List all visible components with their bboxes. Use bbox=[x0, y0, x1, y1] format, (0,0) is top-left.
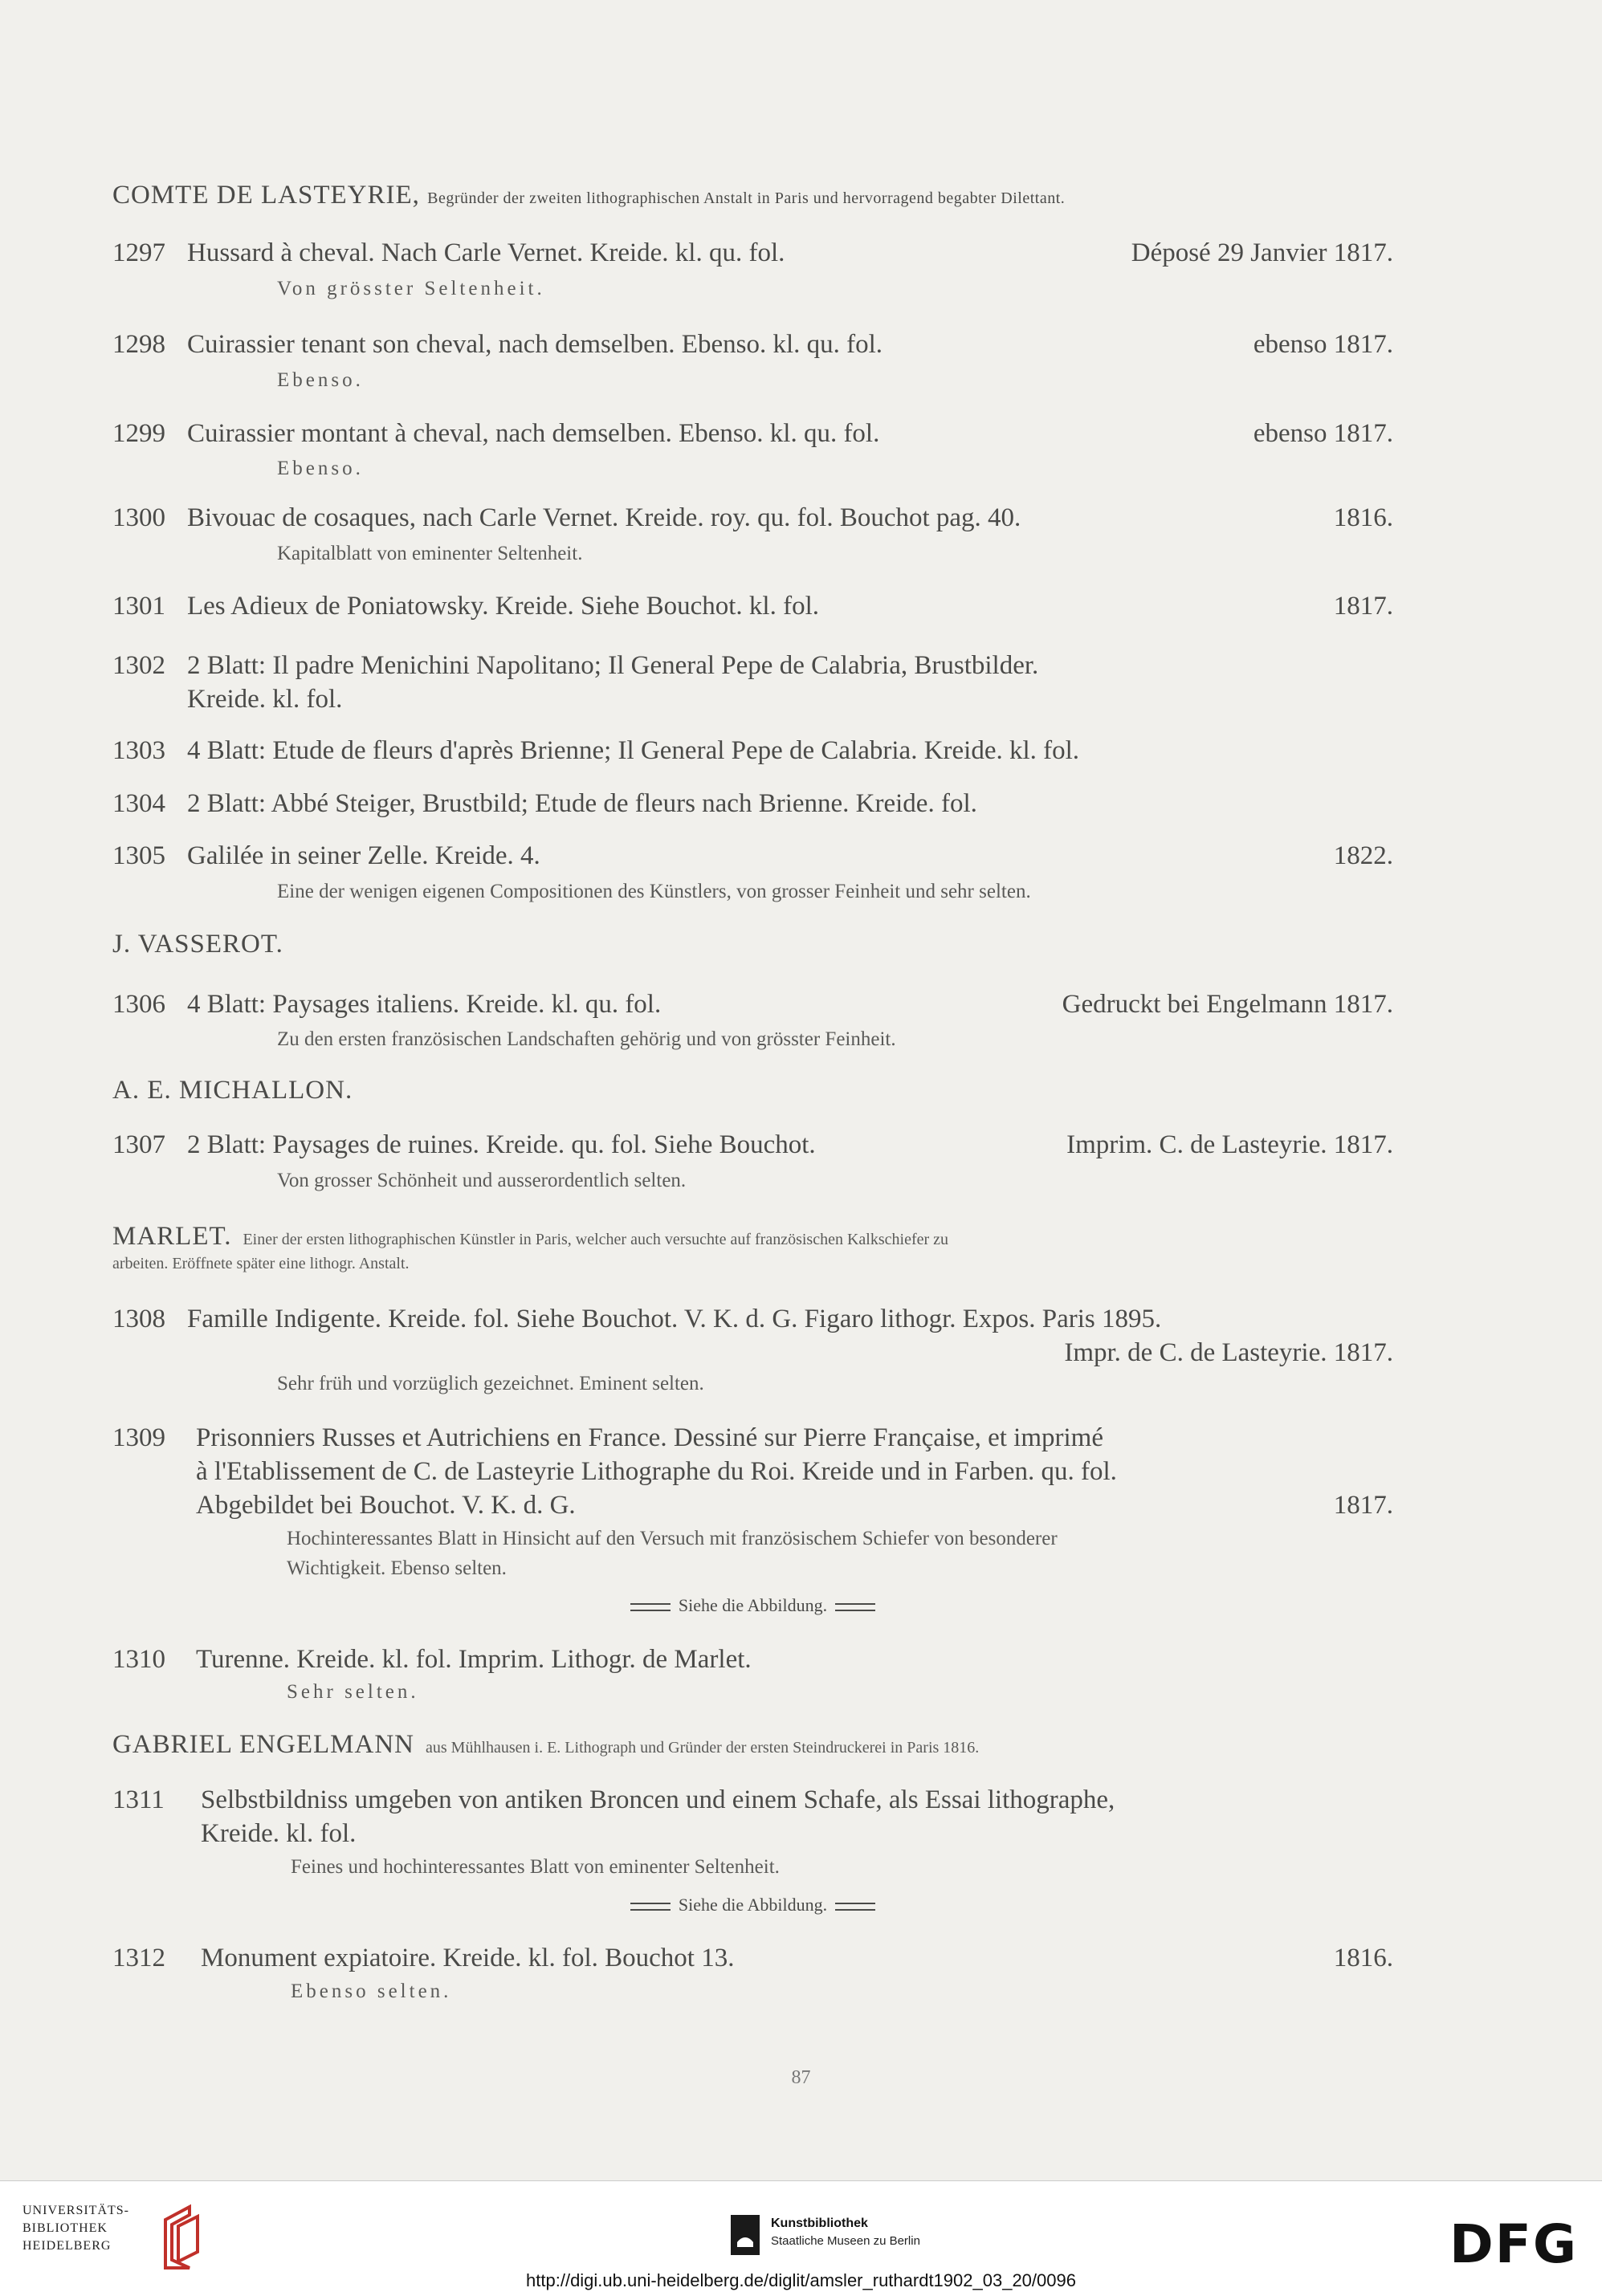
entry-number: 1311 bbox=[112, 1785, 165, 1814]
entry-number: 1308 bbox=[112, 1305, 165, 1333]
entry-1299-note: Ebenso. bbox=[277, 458, 364, 479]
kunstbibliothek-subtitle: Staatliche Museen zu Berlin bbox=[771, 2234, 920, 2248]
entry-1306-note: Zu den ersten französischen Landschaften gehörig und von grösster Feinheit. bbox=[277, 1028, 896, 1050]
entry-date: 1817. bbox=[1333, 592, 1393, 621]
entry-text: 2 Blatt: Paysages de ruines. Kreide. qu. fol. Siehe Bouchot. bbox=[187, 1130, 816, 1159]
artist-note: Begründer der zweiten lithographischen Anstalt in Paris und hervorragend begabter Dilettant. bbox=[427, 189, 1066, 207]
kunstbibliothek-emblem-icon bbox=[731, 2215, 760, 2255]
entry-number: 1306 bbox=[112, 990, 165, 1019]
section-heading-lasteyrie bbox=[112, 181, 1393, 210]
entry-number: 1301 bbox=[112, 592, 165, 621]
ub-line-3: HEIDELBERG bbox=[22, 2239, 112, 2253]
kunstbibliothek-logo[interactable] bbox=[731, 2202, 1052, 2266]
entry-text: Galilée in seiner Zelle. Kreide. 4. bbox=[187, 841, 540, 870]
double-rule-icon bbox=[835, 1903, 875, 1911]
ub-line-2: BIBLIOTHEK bbox=[22, 2221, 108, 2235]
double-rule-icon bbox=[835, 1603, 875, 1611]
entry-text: Abgebildet bei Bouchot. V. K. d. G. bbox=[196, 1491, 576, 1520]
entry-date: 1822. bbox=[1333, 841, 1393, 870]
see-illustration-text: Siehe die Abbildung. bbox=[678, 1895, 828, 1915]
section-heading-engelmann bbox=[112, 1730, 1393, 1760]
entry-text: Cuirassier tenant son cheval, nach demselben. Ebenso. kl. qu. fol. bbox=[187, 330, 883, 359]
entry-text: 4 Blatt: Etude de fleurs d'après Brienne; Il General Pepe de Calabria. Kreide. kl. fol. bbox=[187, 736, 1080, 765]
entry-1305-note: Eine der wenigen eigenen Compositionen des Künstlers, von grosser Feinheit und sehr selten. bbox=[277, 881, 1031, 902]
entry-number: 1312 bbox=[112, 1944, 165, 1972]
entry-1302-continued: Kreide. kl. fol. bbox=[187, 685, 343, 714]
entry-text: 2 Blatt: Abbé Steiger, Brustbild; Etude de fleurs nach Brienne. Kreide. fol. bbox=[187, 789, 977, 818]
entry-1311-note: Feines und hochinteressantes Blatt von eminenter Seltenheit. bbox=[291, 1856, 780, 1878]
artist-name: GABRIEL ENGELMANN bbox=[112, 1730, 414, 1759]
entry-text: Les Adieux de Poniatowsky. Kreide. Siehe Bouchot. kl. fol. bbox=[187, 592, 819, 621]
entry-1307-note: Von grosser Schönheit und ausserordentlich selten. bbox=[277, 1170, 687, 1191]
entry-number: 1300 bbox=[112, 503, 165, 532]
entry-text: Bivouac de cosaques, nach Carle Vernet. Kreide. roy. qu. fol. Bouchot pag. 40. bbox=[187, 503, 1021, 532]
see-illustration-text: Siehe die Abbildung. bbox=[678, 1595, 828, 1615]
entry-1310-note: Sehr selten. bbox=[287, 1681, 419, 1703]
entry-text: 4 Blatt: Paysages italiens. Kreide. kl. qu. fol. bbox=[187, 990, 662, 1019]
entry-1311-continued: Kreide. kl. fol. bbox=[201, 1819, 357, 1848]
entry-number: 1304 bbox=[112, 789, 165, 818]
permalink-url[interactable]: http://digi.ub.uni-heidelberg.de/diglit/amsler_ruthardt1902_03_20/0096 bbox=[526, 2270, 1076, 2290]
see-illustration-1311 bbox=[112, 1895, 1393, 1915]
entry-date: Gedruckt bei Engelmann 1817. bbox=[1062, 990, 1393, 1019]
entry-number: 1303 bbox=[112, 736, 165, 765]
double-rule-icon bbox=[630, 1903, 671, 1911]
entry-text: Cuirassier montant à cheval, nach demselben. Ebenso. kl. qu. fol. bbox=[187, 419, 880, 448]
entry-text: 2 Blatt: Il padre Menichini Napolitano; Il General Pepe de Calabria, Brustbilder. bbox=[187, 651, 1039, 680]
entry-text: Turenne. Kreide. kl. fol. Imprim. Lithogr. de Marlet. bbox=[196, 1645, 752, 1674]
entry-number: 1310 bbox=[112, 1645, 165, 1674]
entry-text: Hussard à cheval. Nach Carle Vernet. Kreide. kl. qu. fol. bbox=[187, 238, 785, 267]
entry-1312-note: Ebenso selten. bbox=[291, 1981, 452, 2002]
entry-text: Monument expiatoire. Kreide. kl. fol. Bouchot 13. bbox=[201, 1944, 735, 1972]
entry-number: 1305 bbox=[112, 841, 165, 870]
section-heading-michallon: A. E. MICHALLON. bbox=[112, 1076, 353, 1105]
dfg-logo[interactable]: DFG bbox=[1449, 2213, 1578, 2275]
ub-heidelberg-logo[interactable] bbox=[22, 2202, 223, 2274]
entry-number: 1302 bbox=[112, 651, 165, 680]
artist-note: aus Mühlhausen i. E. Lithograph und Gründer der ersten Steindruckerei in Paris 1816. bbox=[426, 1739, 980, 1757]
entry-text: Famille Indigente. Kreide. fol. Siehe Bouchot. V. K. d. G. Figaro lithogr. Expos. Paris 1895. bbox=[187, 1305, 1162, 1333]
section-heading-vasserot: J. VASSEROT. bbox=[112, 930, 283, 959]
ub-logo-text bbox=[22, 2202, 129, 2255]
entry-date: 1816. bbox=[1333, 1944, 1393, 1972]
entry-text: Selbstbildniss umgeben von antiken Broncen und einem Schafe, als Essai lithographe, bbox=[201, 1785, 1115, 1814]
entry-number: 1297 bbox=[112, 238, 165, 267]
entry-date: ebenso 1817. bbox=[1253, 419, 1393, 448]
artist-name: COMTE DE LASTEYRIE, bbox=[112, 181, 420, 210]
entry-number: 1298 bbox=[112, 330, 165, 359]
entry-date: Impr. de C. de Lasteyrie. 1817. bbox=[1064, 1338, 1393, 1367]
section-heading-marlet bbox=[112, 1222, 1393, 1252]
entry-date: ebenso 1817. bbox=[1253, 330, 1393, 359]
entry-number: 1299 bbox=[112, 419, 165, 448]
kunstbibliothek-name: Kunstbibliothek bbox=[771, 2217, 868, 2230]
see-illustration-1309 bbox=[112, 1595, 1393, 1616]
entry-1309-note-continued: Wichtigkeit. Ebenso selten. bbox=[287, 1557, 507, 1579]
entry-text: Prisonniers Russes et Autrichiens en France. Dessiné sur Pierre Française, et imprimé bbox=[196, 1423, 1103, 1452]
entry-1308-note: Sehr früh und vorzüglich gezeichnet. Eminent selten. bbox=[277, 1373, 704, 1394]
double-rule-icon bbox=[630, 1603, 671, 1611]
entry-date: Déposé 29 Janvier 1817. bbox=[1131, 238, 1393, 267]
page-number: 87 bbox=[791, 2067, 811, 2088]
ub-emblem-icon bbox=[157, 2204, 206, 2271]
entry-number: 1307 bbox=[112, 1130, 165, 1159]
entry-1300-note: Kapitalblatt von eminenter Seltenheit. bbox=[277, 543, 583, 564]
entry-1309-note: Hochinteressantes Blatt in Hinsicht auf den Versuch mit französischem Schiefer von besonderer bbox=[287, 1528, 1058, 1549]
entry-date: 1816. bbox=[1333, 503, 1393, 532]
artist-note: Einer der ersten lithographischen Künstler in Paris, welcher auch versuchte auf französischen Kalkschiefer zu bbox=[243, 1231, 949, 1248]
artist-name: MARLET. bbox=[112, 1222, 232, 1251]
viewer-footer bbox=[0, 2180, 1602, 2296]
entry-1297-note: Von grösster Seltenheit. bbox=[277, 278, 545, 299]
entry-1298-note: Ebenso. bbox=[277, 369, 364, 391]
ub-line-1: UNIVERSITÄTS- bbox=[22, 2204, 129, 2217]
entry-1309-line2: à l'Etablissement de C. de Lasteyrie Lithographe du Roi. Kreide und in Farben. qu. fol. bbox=[196, 1457, 1117, 1486]
entry-number: 1309 bbox=[112, 1423, 165, 1452]
artist-note-continued: arbeiten. Eröffnete später eine lithogr. Anstalt. bbox=[112, 1255, 410, 1272]
entry-date: 1817. bbox=[1333, 1491, 1393, 1520]
entry-date: Imprim. C. de Lasteyrie. 1817. bbox=[1066, 1130, 1393, 1159]
